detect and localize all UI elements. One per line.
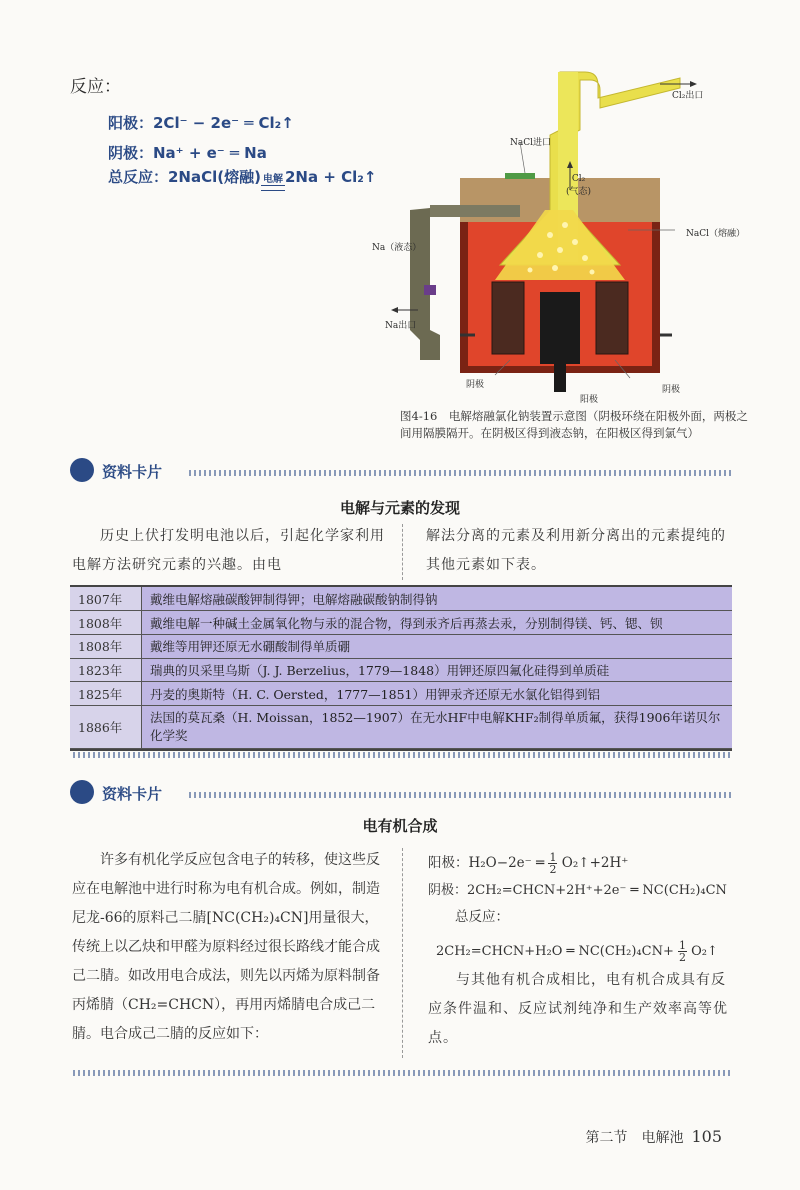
table-cell-event: 戴维电解熔融碳酸钾制得钾；电解熔融碳酸钠制得钠 bbox=[142, 587, 733, 611]
table-cell-event: 丹麦的奥斯特（H. C. Oersted，1777—1851）用钾汞齐还原无水氯化铝得到铝 bbox=[142, 682, 733, 706]
sodium-pipe-top bbox=[430, 205, 520, 217]
table-row bbox=[70, 587, 732, 611]
anode-label: 阳极 bbox=[580, 395, 599, 405]
page-number: 105 bbox=[691, 1127, 722, 1146]
organic-anode-right: O₂↑+2H⁺ bbox=[561, 855, 629, 871]
electrolysis-sign bbox=[261, 175, 285, 191]
anode-block bbox=[540, 292, 580, 364]
table-cell-year: 1808年 bbox=[70, 634, 142, 658]
anode-rod bbox=[554, 364, 566, 392]
fraction-denominator: 2 bbox=[678, 951, 686, 964]
cathode-right-block bbox=[596, 282, 628, 354]
card2-bottom-rule bbox=[70, 1070, 732, 1076]
cl2-gas-label bbox=[566, 174, 591, 197]
fraction-half bbox=[678, 940, 687, 963]
fraction-numerator: 1 bbox=[549, 851, 557, 864]
table-row bbox=[70, 658, 732, 682]
cl2-gas-formula: Cl₂ bbox=[571, 174, 586, 184]
card-icon bbox=[70, 458, 94, 482]
card1-header-rule bbox=[186, 470, 732, 476]
table-row bbox=[70, 634, 732, 658]
card1-right-text: 解法分离的元素及利用新分离出的元素提纯的其他元素如下表。 bbox=[426, 528, 726, 573]
nacl-inlet-cap bbox=[505, 173, 535, 179]
footer-section: 第二节 电解池 bbox=[585, 1130, 684, 1146]
card2-header-rule bbox=[186, 792, 732, 798]
card2-divider bbox=[402, 848, 403, 1058]
table-cell-event: 法国的莫瓦桑（H. Moissan，1852—1907）在无水HF中电解KHF₂制得单质氟，获得1906年诺贝尔化学奖 bbox=[142, 705, 733, 748]
organic-total-right: O₂↑ bbox=[691, 944, 718, 959]
sodium-valve bbox=[424, 285, 436, 295]
organic-anode-left: 阳极：H₂O−2e⁻ ═ bbox=[428, 855, 545, 871]
table-row bbox=[70, 682, 732, 706]
sodium-pipe bbox=[410, 208, 440, 360]
cl2-gas-state: (气态) bbox=[566, 187, 592, 197]
history-table-grid bbox=[70, 587, 732, 749]
card1-label: 资料卡片 bbox=[102, 463, 163, 481]
card-icon bbox=[70, 780, 94, 804]
reaction-intro: 反应： bbox=[70, 77, 121, 97]
history-table bbox=[70, 585, 732, 751]
fraction-numerator: 1 bbox=[678, 939, 686, 952]
card2-label: 资料卡片 bbox=[102, 785, 163, 803]
na-outlet-label: Na出口 bbox=[385, 321, 417, 331]
nacl-inlet-label: NaCl进口 bbox=[510, 138, 552, 148]
anode-equation: 阳极：2Cl⁻ − 2e⁻ ═ Cl₂↑ bbox=[108, 114, 294, 132]
card1-title: 电解与元素的发现 bbox=[339, 499, 460, 517]
electrolysis-condition: 电解 bbox=[262, 174, 283, 185]
table-cell-event: 瑞典的贝采里乌斯（J. J. Berzelius，1779—1848）用钾还原四氟化硅得到单质硅 bbox=[142, 658, 733, 682]
card1-divider bbox=[402, 524, 403, 580]
fraction-denominator: 2 bbox=[549, 863, 557, 876]
cathode-left-label: 阴极 bbox=[466, 380, 485, 390]
page-footer bbox=[585, 1127, 722, 1147]
fraction-half bbox=[548, 852, 557, 875]
table-row bbox=[70, 705, 732, 748]
card2-left-text: 许多有机化学反应包含电子的转移，使这些反应在电解池中进行时称为电有机合成。例如，制造尼龙-66的原料己二腈[NC(CH₂)₄CN]用量很大，传统上以乙炔和甲醛为原料经过很长路线才能合成己二腈。如改用电合成法，则先以丙烯为原料制备丙烯腈（CH₂=CHCN），再用丙烯腈电合成己二腈。电合成己二腈的反应如下： bbox=[72, 852, 380, 1042]
organic-cathode-equation: 阴极：2CH₂=CHCN+2H⁺+2e⁻ ═ NC(CH₂)₄CN bbox=[428, 883, 727, 898]
nacl-molten-label: NaCl（熔融） bbox=[686, 229, 746, 239]
organic-total-equation bbox=[436, 940, 718, 963]
table-cell-year: 1825年 bbox=[70, 682, 142, 706]
card1-left-text: 历史上伏打发明电池以后，引起化学家利用电解方法研究元素的兴趣。由电 bbox=[72, 528, 385, 573]
total-eq-left: 总反应：2NaCl(熔融) bbox=[108, 168, 261, 186]
organic-anode-equation bbox=[428, 852, 628, 875]
na-liquid-label: Na（液态） bbox=[372, 243, 422, 253]
table-cell-year: 1886年 bbox=[70, 705, 142, 748]
table-cell-year: 1823年 bbox=[70, 658, 142, 682]
table-cell-year: 1807年 bbox=[70, 587, 142, 611]
cathode-left-block bbox=[492, 282, 524, 354]
figure-caption: 图4-16 电解熔融氯化钠装置示意图（阴极环绕在阳极外面，两极之间用隔膜隔开。在阴极区得到液态钠，在阳极区得到氯气） bbox=[400, 409, 748, 440]
cl2-outlet-label: Cl₂出口 bbox=[672, 91, 704, 101]
table-cell-event: 戴维电解一种碱土金属氧化物与汞的混合物，得到汞齐后再蒸去汞，分别制得镁、钙、锶、钡 bbox=[142, 611, 733, 635]
organic-total-left: 2CH₂=CHCN+H₂O ═ NC(CH₂)₄CN+ bbox=[436, 944, 674, 959]
table-cell-event: 戴维等用钾还原无水硼酸制得单质硼 bbox=[142, 634, 733, 658]
card2-title: 电有机合成 bbox=[362, 817, 438, 835]
cathode-right-label: 阴极 bbox=[662, 385, 681, 395]
card1-bottom-rule bbox=[70, 752, 732, 758]
table-cell-year: 1808年 bbox=[70, 611, 142, 635]
organic-total-label: 总反应： bbox=[455, 909, 509, 925]
total-eq-right: 2Na + Cl₂↑ bbox=[284, 168, 377, 186]
table-row bbox=[70, 611, 732, 635]
card2-right-text: 与其他有机合成相比，电有机合成具有反应条件温和、反应试剂纯净和生产效率高等优点。 bbox=[428, 972, 728, 1046]
total-equation bbox=[108, 166, 376, 191]
cathode-equation: 阴极：Na⁺ + e⁻ ═ Na bbox=[108, 144, 267, 162]
